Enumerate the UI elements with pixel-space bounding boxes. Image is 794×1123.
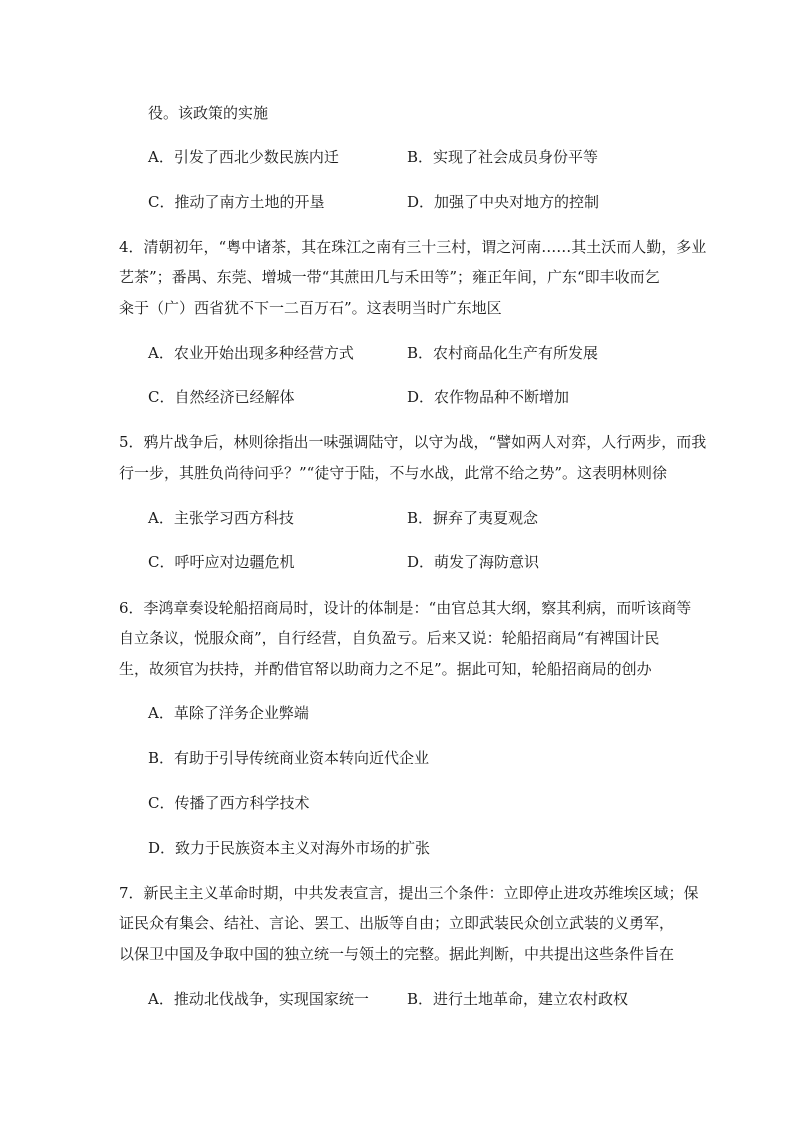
q5-option-a: A．主张学习西方科技 [148,509,294,527]
q6-stem-line-1: 6．李鸿章奏设轮船招商局时，设计的体制是：“由官总其大纲，察其利病，而听该商等 [119,599,692,617]
q3-stem-tail: 役。该政策的实施 [148,104,269,122]
q5-stem-line-2: 行一步，其胜负尚待问乎？”“徒守于陆，不与水战，此常不给之势”。这表明林则徐 [119,464,668,482]
q4-stem-line-2: 艺茶”；番禺、东莞、增城一带“其蔗田几与禾田等”；雍正年间，广东“即丰收而乞 [119,268,660,286]
q4-option-b: B．农村商品化生产有所发展 [407,344,599,362]
q4-option-a: A．农业开始出现多种经营方式 [148,344,354,362]
q6-option-c: C．传播了西方科学技术 [148,794,310,812]
q3-option-c: C．推动了南方土地的开垦 [148,193,325,211]
q4-stem-line-1: 4．清朝初年，“粤中诸茶，其在珠江之南有三十三村，谓之河南……其土沃而人勤，多业 [119,238,707,256]
q4-option-c: C．自然经济已经解体 [148,388,295,406]
q7-option-b: B．进行土地革命，建立农村政权 [407,990,629,1008]
q6-option-d: D．致力于民族资本主义对海外市场的扩张 [148,839,431,857]
q6-stem-line-2: 自立条议，悦服众商”，自行经营，自负盈亏。后来又说：轮船招商局“有裨国计民 [119,629,660,647]
q5-option-b: B．摒弃了夷夏观念 [407,509,539,527]
q4-stem-line-3: 籴于（广）西省犹不下一二百万石”。这表明当时广东地区 [119,299,502,317]
q6-option-b: B．有助于引导传统商业资本转向近代企业 [148,749,430,767]
q3-option-a: A．引发了西北少数民族内迁 [148,148,339,166]
q6-stem-line-3: 生，故须官为扶持，并酌借官帑以助商力之不足”。据此可知，轮船招商局的创办 [119,660,652,678]
q7-stem-line-3: 以保卫中国及争取中国的独立统一与领土的完整。据此判断，中共提出这些条件旨在 [119,945,675,963]
q6-option-a: A．革除了洋务企业弊端 [148,704,309,722]
q7-stem-line-1: 7．新民主主义革命时期，中共发表宣言，提出三个条件：立即停止进攻苏维埃区域；保 [119,884,699,902]
q7-option-a: A．推动北伐战争，实现国家统一 [148,990,369,1008]
q3-option-d: D．加强了中央对地方的控制 [407,193,600,211]
q5-option-c: C．呼吁应对边疆危机 [148,553,295,571]
q7-stem-line-2: 证民众有集会、结社、言论、罢工、出版等自由；立即武装民众创立武装的义勇军， [119,914,675,932]
q4-option-d: D．农作物品种不断增加 [407,388,570,406]
q5-stem-line-1: 5．鸦片战争后，林则徐指出一味强调陆守，以守为战，“譬如两人对弈，人行两步，而我 [119,433,707,451]
q3-option-b: B．实现了社会成员身份平等 [407,148,599,166]
q5-option-d: D．萌发了海防意识 [407,553,540,571]
